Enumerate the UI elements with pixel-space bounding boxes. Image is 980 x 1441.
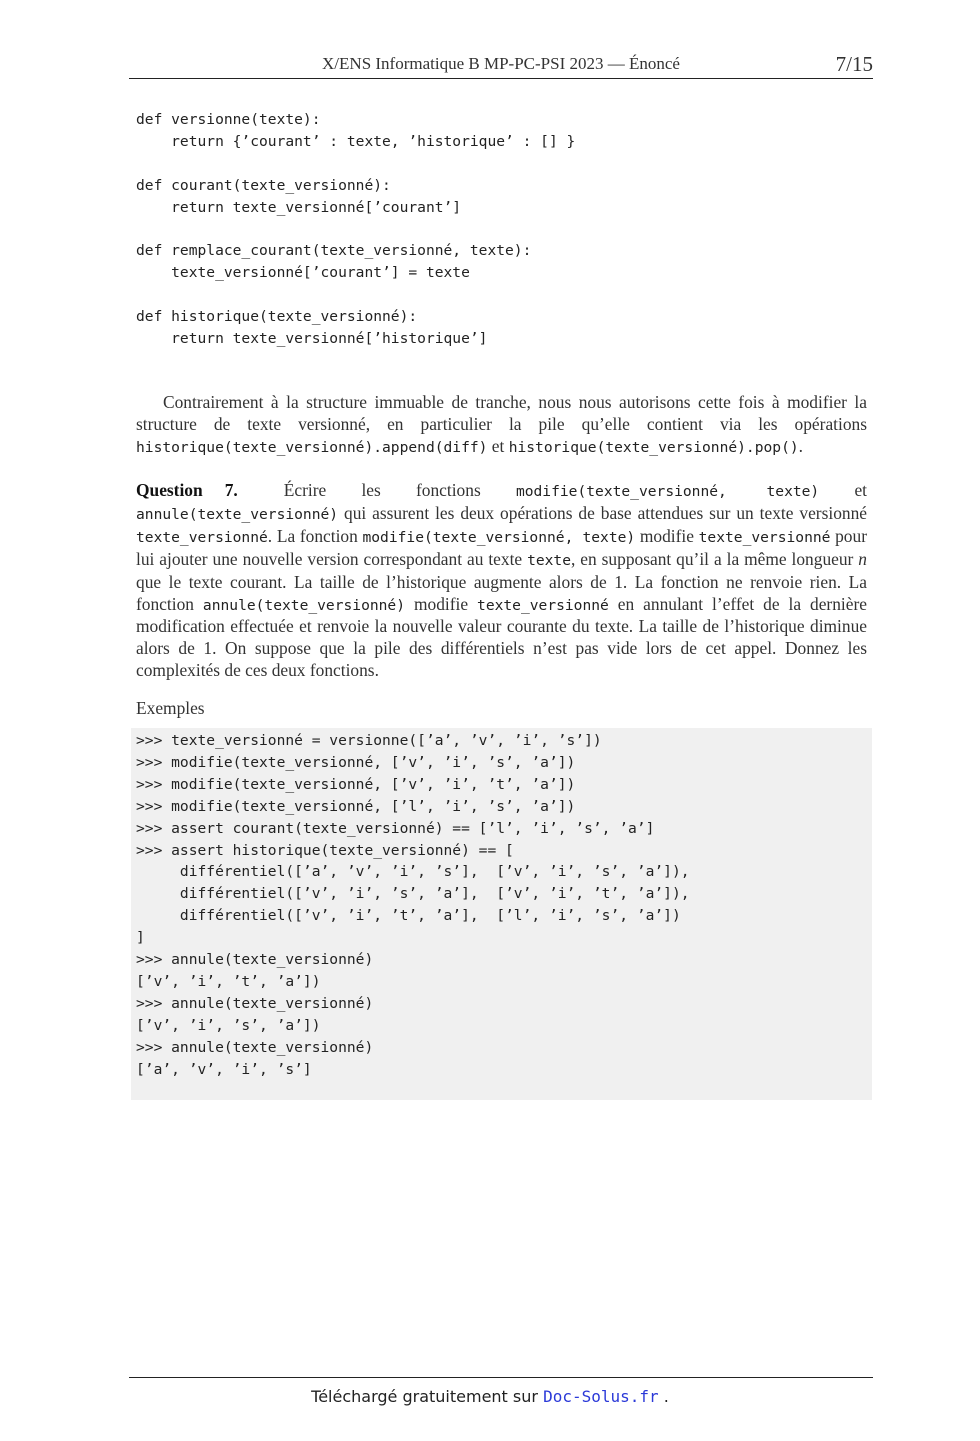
text: en annulant l’effet de la dernière modification effectuée et renvoie la nouvelle valeur courante du texte. La taille de l’historique diminue alors de 1. On suppose que la pile des différentiels n’est pas vide lors de cet appel. Donnez les complexités de ces deux fonctions. (136, 593, 867, 681)
text: modifie (635, 525, 699, 546)
inline-code: texte_versionné (477, 596, 609, 614)
text: qui assurent les deux opérations de base attendues sur un texte versionné (338, 502, 867, 523)
inline-code: modifie(texte_versionné, texte) (515, 483, 820, 500)
question-number: 7. (224, 480, 238, 500)
inline-code: annule(texte_versionné) (136, 505, 339, 523)
inline-code: historique(texte_versionné).append(diff) (136, 438, 488, 456)
question-label: Question (136, 480, 203, 500)
question-7 (136, 480, 867, 682)
math-variable: n (858, 548, 867, 569)
examples-code-box (131, 728, 872, 1100)
page-header (129, 52, 873, 79)
examples-code: >>> texte_versionné = versionne([’a’, ’v’, ’i’, ’s’]) >>> modifie(texte_versionné, [’v’, ’i’, ’s’, ’a’]) >>> modifie(texte_versionné, [’v’, ’i’, ’t’, ’a’]) >>> modifie(texte_versionné, [’l’, ’i’, ’s’, ’a’]) >>> assert courant(texte_versionné) == [’l’, ’i’, ’s’, ’a’] >>> assert historique(texte_versionné) == [ différentiel([’a’, ’v’, ’i’, ’s’], [’v’, ’i’, ’s’, ’a’]), différentiel([’v’, ’i’, ’s’, ’a’], [’v’, ’i’, ’t’, ’a’]), différentiel([’v’, ’i’, ’t’, ’a’], [’l’, ’i’, ’s’, ’a’]) ] >>> annule(texte_versionné) [’v’, ’i’, ’t’, ’a’]) >>> annule(texte_versionné) [’v’, ’i’, ’s’, ’a’]) >>> annule(texte_versionné) [’a’, ’v’, ’i’, ’s’] (136, 732, 690, 1078)
inline-code: texte (527, 551, 572, 569)
text: . (798, 435, 804, 456)
doc-solus-link[interactable]: Doc-Solus.fr (543, 1387, 659, 1406)
examples-label: Exemples (136, 698, 205, 718)
text: . La fonction (267, 525, 363, 546)
paragraph-mutable-structure (136, 392, 867, 459)
text: que le texte courant. La taille de l’historique augmente alors de 1. La fonction ne renvoie rien. La fonction (136, 571, 867, 614)
text: modifie (405, 593, 478, 614)
footer-end: . (658, 1387, 669, 1406)
page-number: 7/15 (835, 52, 873, 76)
text: pour lui ajouter une nouvelle version correspondant au texte (136, 525, 867, 569)
text: Écrire les fonctions (283, 480, 516, 500)
inline-code: annule(texte_versionné) (202, 596, 406, 614)
definitions-code-block: def versionne(texte): return {’courant’ : texte, ’historique’ : [] } def courant(texte_versionné): return texte_versionné[’courant’] def remplace_courant(texte_versionné, texte): texte_versionné[’courant’] = texte def historique(texte_versionné): return texte_versionné[’historique’] (136, 111, 576, 348)
inline-code: texte_versionné (136, 528, 268, 546)
text: , en supposant qu’il a la même longueur (571, 548, 859, 569)
header-title: X/ENS Informatique B MP-PC-PSI 2023 — Énoncé (322, 54, 680, 73)
footer-text: Téléchargé gratuitement sur (311, 1387, 544, 1406)
text: et (819, 480, 868, 500)
inline-code: modifie(texte_versionné, texte) (362, 528, 636, 546)
text: Contrairement à la structure immuable de tranche, nous nous autorisons cette fois à modifier la structure de texte versionné, en particulier la pile qu’elle contient via les opérations (136, 392, 867, 434)
footer-divider (129, 1377, 873, 1378)
inline-code: historique(texte_versionné).pop() (508, 438, 799, 456)
page-footer (0, 1387, 980, 1406)
text: et (487, 435, 509, 456)
inline-code: texte_versionné (698, 528, 831, 546)
